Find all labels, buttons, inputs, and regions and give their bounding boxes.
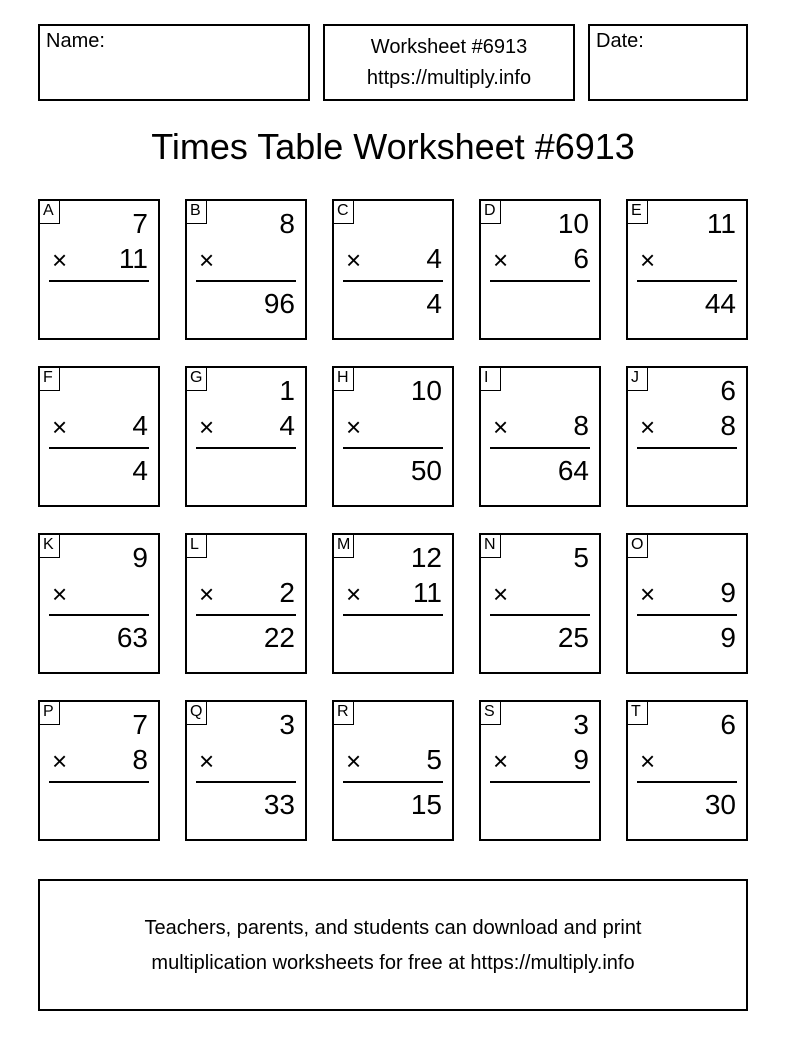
multiplicand: 11 — [706, 208, 736, 239]
times-sign: × — [52, 579, 68, 609]
problem-letter: M — [334, 535, 354, 558]
product: 4 — [132, 455, 148, 486]
times-sign: × — [493, 412, 509, 442]
footer-line-2: multiplication worksheets for free at https://multiply.info — [151, 952, 635, 974]
problem-card — [626, 366, 748, 507]
multiplicand: 1 — [279, 375, 295, 406]
times-sign: × — [493, 579, 509, 609]
problem-letter: B — [187, 201, 207, 224]
product: 30 — [704, 789, 736, 820]
product: 15 — [410, 789, 442, 820]
problem-letter: Q — [187, 702, 207, 725]
multiplicand: 6 — [720, 375, 736, 406]
times-sign: × — [199, 412, 215, 442]
multiplicand: 5 — [573, 542, 589, 573]
problem-card — [626, 700, 748, 841]
problem-letter: J — [628, 368, 648, 391]
times-sign: × — [52, 412, 68, 442]
times-sign: × — [640, 245, 656, 275]
multiplier: 8 — [132, 744, 148, 775]
multiplier: 4 — [279, 410, 295, 441]
multiplier: 8 — [720, 410, 736, 441]
problem-card — [185, 199, 307, 340]
multiplicand: 10 — [557, 208, 589, 239]
product: 25 — [557, 622, 589, 653]
multiplicand: 7 — [132, 709, 148, 740]
multiplicand: 7 — [132, 208, 148, 239]
multiplicand: 3 — [573, 709, 589, 740]
answer-rule — [196, 280, 296, 282]
product: 63 — [116, 622, 148, 653]
times-sign: × — [199, 245, 215, 275]
problem-card — [38, 366, 160, 507]
problem-letter: S — [481, 702, 501, 725]
product: 4 — [426, 288, 442, 319]
problem-card — [332, 366, 454, 507]
times-sign: × — [199, 579, 215, 609]
page-title: Times Table Worksheet #6913 — [151, 126, 635, 167]
answer-rule — [637, 781, 737, 783]
problem-letter: G — [187, 368, 207, 391]
product: 44 — [704, 288, 736, 319]
problem-card — [626, 199, 748, 340]
product: 50 — [410, 455, 442, 486]
problem-card — [332, 199, 454, 340]
problem-letter: I — [481, 368, 501, 391]
problem-card — [38, 533, 160, 674]
problem-letter: T — [628, 702, 648, 725]
problem-card — [332, 700, 454, 841]
times-sign: × — [493, 746, 509, 776]
multiplier: 4 — [132, 410, 148, 441]
problem-letter: C — [334, 201, 354, 224]
times-sign: × — [640, 412, 656, 442]
answer-rule — [343, 447, 443, 449]
worksheet-number: Worksheet #6913 — [370, 36, 528, 58]
answer-rule — [49, 280, 149, 282]
problem-letter: D — [481, 201, 501, 224]
multiplier: 9 — [573, 744, 589, 775]
multiplicand: 10 — [410, 375, 442, 406]
problem-letter: E — [628, 201, 648, 224]
multiplicand: 6 — [720, 709, 736, 740]
problem-card — [332, 533, 454, 674]
problem-card — [479, 199, 601, 340]
multiplier: 9 — [720, 577, 736, 608]
date-label: Date: — [596, 30, 644, 52]
problem-card — [626, 533, 748, 674]
product: 96 — [263, 288, 295, 319]
multiplier: 11 — [118, 243, 148, 274]
name-label: Name: — [46, 30, 105, 52]
answer-rule — [343, 280, 443, 282]
multiplier: 8 — [573, 410, 589, 441]
product: 9 — [720, 622, 736, 653]
multiplier: 2 — [279, 577, 295, 608]
product: 22 — [263, 622, 295, 653]
answer-rule — [343, 614, 443, 616]
multiplier: 11 — [412, 577, 442, 608]
problem-card — [185, 366, 307, 507]
times-sign: × — [199, 746, 215, 776]
multiplicand: 3 — [279, 709, 295, 740]
problem-card — [479, 366, 601, 507]
answer-rule — [343, 781, 443, 783]
answer-rule — [49, 447, 149, 449]
problem-letter: K — [40, 535, 60, 558]
problem-letter: A — [40, 201, 60, 224]
answer-rule — [196, 614, 296, 616]
times-sign: × — [640, 746, 656, 776]
times-sign: × — [640, 579, 656, 609]
answer-rule — [490, 614, 590, 616]
times-sign: × — [346, 746, 362, 776]
times-sign: × — [493, 245, 509, 275]
problem-letter: H — [334, 368, 354, 391]
problem-letter: L — [187, 535, 207, 558]
problem-card — [479, 533, 601, 674]
product: 64 — [557, 455, 589, 486]
answer-rule — [637, 447, 737, 449]
problem-card — [185, 533, 307, 674]
problem-card — [38, 199, 160, 340]
answer-rule — [637, 614, 737, 616]
answer-rule — [637, 280, 737, 282]
answer-rule — [490, 447, 590, 449]
problem-card — [185, 700, 307, 841]
problem-letter: F — [40, 368, 60, 391]
answer-rule — [49, 781, 149, 783]
answer-rule — [490, 280, 590, 282]
multiplicand: 9 — [132, 542, 148, 573]
answer-rule — [490, 781, 590, 783]
footer-line-1: Teachers, parents, and students can download and print — [144, 917, 642, 939]
multiplier: 6 — [573, 243, 589, 274]
problem-letter: O — [628, 535, 648, 558]
multiplicand: 8 — [279, 208, 295, 239]
footer-note — [38, 879, 748, 1011]
answer-rule — [196, 781, 296, 783]
multiplier: 4 — [426, 243, 442, 274]
worksheet-url: https://multiply.info — [366, 67, 532, 89]
product: 33 — [263, 789, 295, 820]
times-sign: × — [52, 245, 68, 275]
times-sign: × — [346, 245, 362, 275]
multiplicand: 12 — [410, 542, 442, 573]
times-sign: × — [346, 412, 362, 442]
answer-rule — [49, 614, 149, 616]
problem-letter: P — [40, 702, 60, 725]
problem-letter: N — [481, 535, 501, 558]
problem-card — [479, 700, 601, 841]
multiplier: 5 — [426, 744, 442, 775]
times-sign: × — [346, 579, 362, 609]
problem-letter: R — [334, 702, 354, 725]
answer-rule — [196, 447, 296, 449]
problem-card — [38, 700, 160, 841]
times-sign: × — [52, 746, 68, 776]
